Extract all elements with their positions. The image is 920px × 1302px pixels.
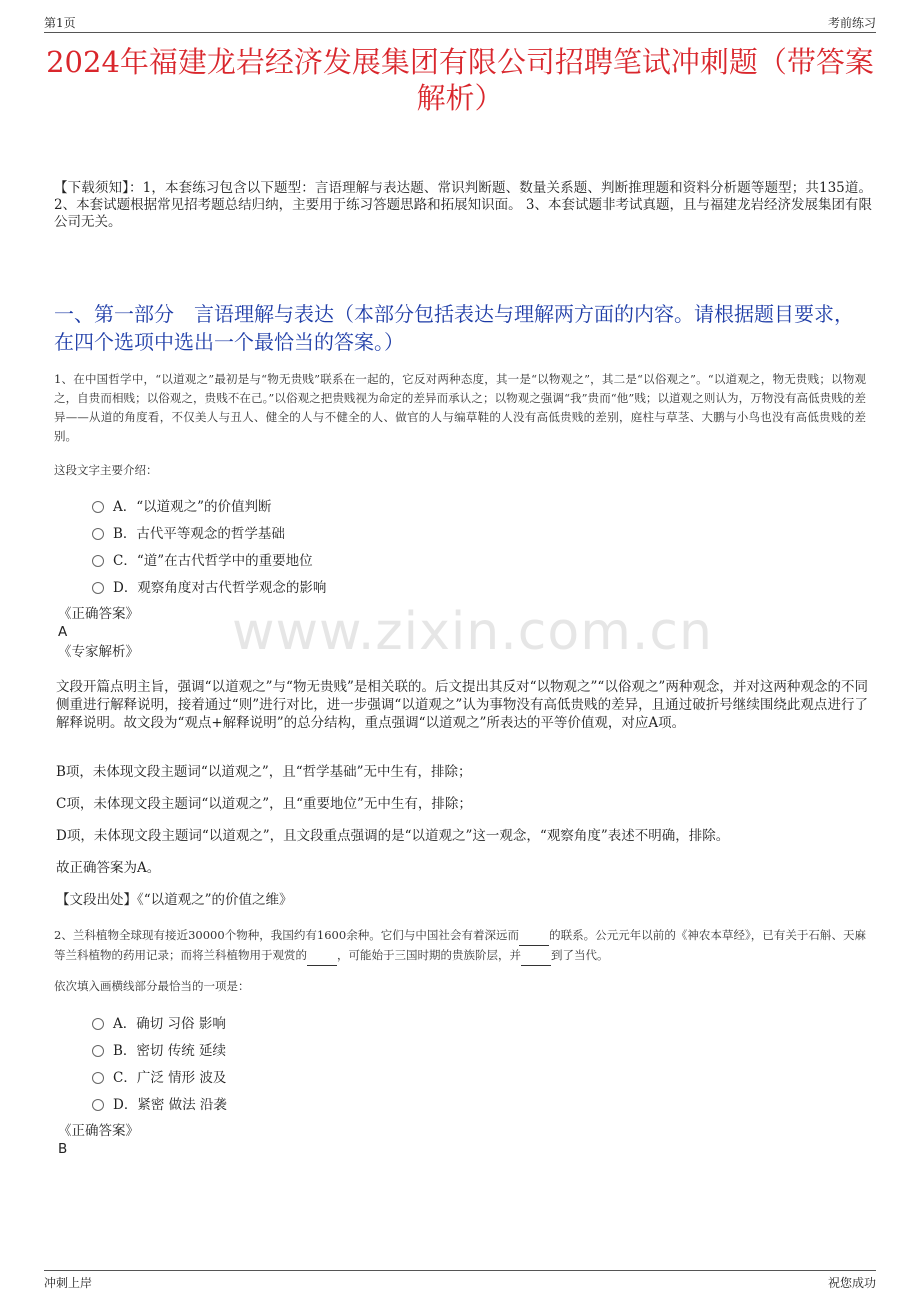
page-header	[44, 12, 876, 33]
blank-3	[521, 946, 551, 966]
radio-icon[interactable]	[92, 528, 104, 540]
option-a[interactable]: A．确切 习俗 影响	[92, 1008, 692, 1035]
option-d[interactable]: D．观察角度对古代哲学观念的影响	[92, 572, 692, 599]
answer-value: B	[58, 1141, 68, 1157]
question-1-stem: 1、在中国哲学中，“以道观之”最初是与“物无贵贱”联系在一起的，它反对两种态度，其一是“以物观之”，其二是“以俗观之”。“以道观之，物无贵贱；以物观之，自贵而相贱；以俗观之，贵贱不在己。”以俗观之把贵贱视为命定的差异而承认之；以物观之强调“我”贵而“他”贱；以道观之则认为，万物没有高低贵贱的差异——从道的角度看，不仅美人与丑人、健全的人与不健全的人、做官的人与编草鞋的人没有高低贵贱的差别，庭柱与草茎、大鹏与小鸟也没有高低贵贱的差别。	[54, 372, 866, 443]
footer-right: 祝您成功	[827, 1276, 876, 1290]
option-a[interactable]: A．“以道观之”的价值判断	[92, 491, 692, 518]
header-tag: 考前练习	[827, 16, 876, 30]
radio-icon[interactable]	[92, 1072, 104, 1084]
radio-icon[interactable]	[92, 555, 104, 567]
option-c[interactable]: C．“道”在古代哲学中的重要地位	[92, 545, 692, 572]
question-2-options	[92, 1008, 692, 1116]
answer-value: A	[58, 624, 68, 640]
answer-label: 《正确答案》	[58, 606, 139, 622]
blank-2	[307, 946, 337, 966]
document-title: 2024年福建龙岩经济发展集团有限公司招聘笔试冲刺题（带答案解析）	[46, 45, 874, 115]
download-notice: 【下载须知】：1，本套练习包含以下题型：言语理解与表达题、常识判断题、数量关系题、判断推理题和资料分析题等题型；共135道。 2、本套试题根据常见招考题总结归纳，主要用于练习答题思路和拓展知识面。 3、本套试题非考试真题，且与福建龙岩经济发展集团有限公司无关。	[54, 180, 872, 230]
radio-icon[interactable]	[92, 1018, 104, 1030]
analysis-option-c: C项，未体现文段主题词“以道观之”，且“重要地位”无中生有，排除；	[56, 796, 472, 812]
page-footer	[44, 1270, 876, 1295]
answer-label: 《正确答案》	[58, 1123, 139, 1139]
analysis-option-d: D项，未体现文段主题词“以道观之”，且文段重点强调的是“以道观之”这一观念，“观察角度”表述不明确，排除。	[56, 828, 730, 844]
watermark: www.zixin.com.cn	[232, 602, 713, 662]
analysis-conclusion: 故正确答案为A。	[56, 860, 161, 876]
radio-icon[interactable]	[92, 1045, 104, 1057]
option-b[interactable]: B．古代平等观念的哲学基础	[92, 518, 692, 545]
section-heading: 一、第一部分 言语理解与表达（本部分包括表达与理解两方面的内容。请根据题目要求，在四个选项中选出一个最恰当的答案。）	[54, 302, 854, 354]
option-b[interactable]: B．密切 传统 延续	[92, 1035, 692, 1062]
footer-left: 冲刺上岸	[44, 1276, 93, 1290]
page-number: 第1页	[44, 16, 76, 30]
question-1-prompt: 这段文字主要介绍：	[54, 463, 158, 477]
radio-icon[interactable]	[92, 582, 104, 594]
question-2-prompt: 依次填入画横线部分最恰当的一项是：	[54, 979, 250, 993]
analysis-paragraph: 文段开篇点明主旨，强调“以道观之”与“物无贵贱”是相关联的。后文提出其反对“以物观之”“以俗观之”两种观念，并对这两种观念的不同侧重进行解释说明，接着通过“则”进行对比，进一步强调“以道观之”认为事物没有高低贵贱的差异，且通过破折号继续围绕此观点进行了解释说明。故文段为“观点+解释说明”的总分结构，重点强调“以道观之”所表达的平等价值观，对应A项。	[56, 679, 868, 731]
radio-icon[interactable]	[92, 501, 104, 513]
analysis-option-b: B项，未体现文段主题词“以道观之”，且“哲学基础”无中生有，排除；	[56, 764, 472, 780]
radio-icon[interactable]	[92, 1099, 104, 1111]
source-note: 【文段出处】《“以道观之”的价值之维》	[56, 892, 293, 908]
question-1-options	[92, 491, 692, 599]
question-2-stem: 2、兰科植物全球现有接近30000个物种，我国约有1600余种。它们与中国社会有着深远而 的联系。公元元年以前的《神农本草经》，已有关于石斛、天麻等兰科植物的药用记录；而将兰科植物用于观赏的 ，可能始于三国时期的贵族阶层，并 到了当代。	[54, 926, 866, 966]
option-d[interactable]: D．紧密 做法 沿袭	[92, 1089, 692, 1116]
option-c[interactable]: C．广泛 情形 波及	[92, 1062, 692, 1089]
blank-1	[519, 926, 549, 946]
analysis-label: 《专家解析》	[58, 644, 139, 660]
